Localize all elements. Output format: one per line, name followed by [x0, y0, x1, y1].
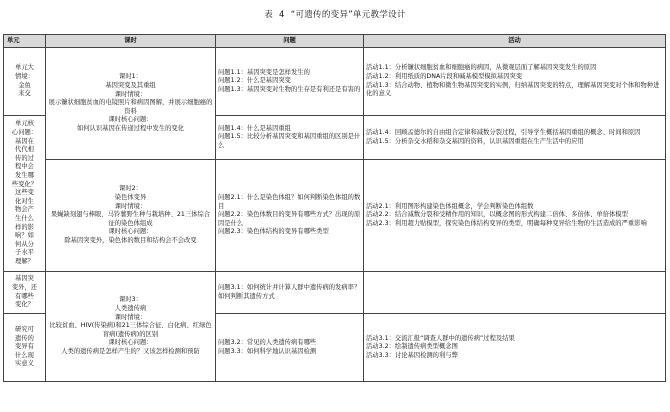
caption-prefix: 表	[264, 10, 274, 20]
questions-3b: 问题3.2：常见的人类遗传病有哪些 问题3.3：如何科学地认识基因检测	[216, 314, 364, 382]
table-row	[4, 48, 666, 116]
questions-1b: 问题1.4：什么是基因重组 问题1.5：比较分析基因突变和基因重组的区别是什么	[216, 116, 364, 160]
lesson-1-cell: 课时1： 基因突变及其重组 课时情境： 展示镰状细胞贫血的电镜照片和病因图解，并展示细胞癌的资料 课时核心问题： 如何认识基因在传递过程中发生的变化	[46, 48, 216, 160]
table-row	[4, 272, 666, 314]
caption-title: “可遗传的变异”单元教学设计	[290, 10, 406, 20]
unit-core-question: 单元核 心问题： 基因在 代代相 传的过 程中会 发生哪 些变化？ 这些变 化对生 物会产 生什么 样的影 响？如 何从分 子水平 理解？	[4, 116, 46, 272]
questions-2: 问题2.1：什么是染色体组？如何判断染色体组的数目 问题2.2：染色体数目的变异有哪些方式？出现的原因是什么 问题2.3：染色体结构的变异有哪些类型	[216, 160, 364, 272]
unit-design-table	[3, 34, 666, 382]
lesson-3-topic: 人类遗传病	[114, 305, 147, 313]
activities-2: 活动2.1：利用图形构建染色体组概念，学会判断染色体组数 活动2.2：结合减数分裂和受精作用的知识，以概念图的形式构建二倍体、多倍体、单倍体模型 活动2.3：利用超力贴模型，探究染色体结构变异的类型，明确每种变异给生物的生活造成的严重影响	[364, 160, 666, 272]
lesson-2-topic: 染色体变异	[114, 194, 147, 202]
activities-3b: 活动3.1：交流汇报“调查人群中的遗传病”过程及结果 活动3.2：绘制遗传病类型概念图 活动3.3：讨论基因检测的利与弊	[364, 314, 666, 382]
lesson-1-topic: 基因突变及其重组	[105, 82, 156, 90]
unit-situation: 单元大 情境： 金鱼 来交	[4, 48, 46, 116]
table-row	[4, 160, 666, 272]
header-lesson: 课时	[46, 35, 216, 48]
table-caption	[0, 8, 670, 20]
header-unit: 单元	[4, 35, 46, 48]
lesson-3-cell: 课时3： 人类遗传病 课时情境： 比较贫血、HIV(传染病)和21三体综合征、白化病、红绿色盲病(遗传病)的区别 课时核心问题： 人类的遗传病是怎样产生的？又该怎样检测和预防	[46, 272, 216, 382]
unit-significance: 研究可 遗传的 变异有 什么现 实意义	[4, 314, 46, 382]
header-question: 问题	[216, 35, 364, 48]
lesson-2-title: 课时2：	[119, 185, 142, 193]
lesson-2-cell: 课时2： 染色体变异 课时情境： 果蝇缺刻翅与棒眼、马铃薯野生种与栽培种、21三体综合征的染色体组成 课时核心问题： 除基因突变外，染色体的数目和结构会不会改变	[46, 160, 216, 272]
caption-number: 4	[279, 10, 285, 20]
unit-beyond-mutation: 基因突 变外，还 有哪些 变化？	[4, 272, 46, 314]
questions-1a: 问题1.1：基因突变是怎样发生的 问题1.2：什么是基因突变 问题1.3：基因突变对生物的生存是有利还是有害的	[216, 48, 364, 116]
header-row	[4, 35, 666, 48]
lesson-3-title: 课时3：	[119, 296, 142, 304]
activities-3a	[364, 272, 666, 314]
lesson-1-title: 课时1：	[119, 73, 142, 81]
activities-1a: 活动1.1：分析镰状细胞贫血和细胞癌的病因，从微观层面了解基因突变发生的原因 活动1.2：利用纸质的DNA片段和碱基模型模拟基因突变 活动1.3：结合动物、植物和微生物基因突变的实例，归纳基因突变的特点，理解基因突变对个体和物种进化的意义	[364, 48, 666, 116]
header-activity: 活动	[364, 35, 666, 48]
activities-1b: 活动1.4：回顾孟德尔的自由组合定律和减数分裂过程，引导学生概括基因重组的概念、时间和原因 活动1.5：分析杂交水稻和杂交基因的资料，认识基因重组在生产生活中的应用	[364, 116, 666, 160]
questions-3a: 问题3.1：如何统计并计算人群中遗传病的发病率？如何判断其遗传方式	[216, 272, 364, 314]
